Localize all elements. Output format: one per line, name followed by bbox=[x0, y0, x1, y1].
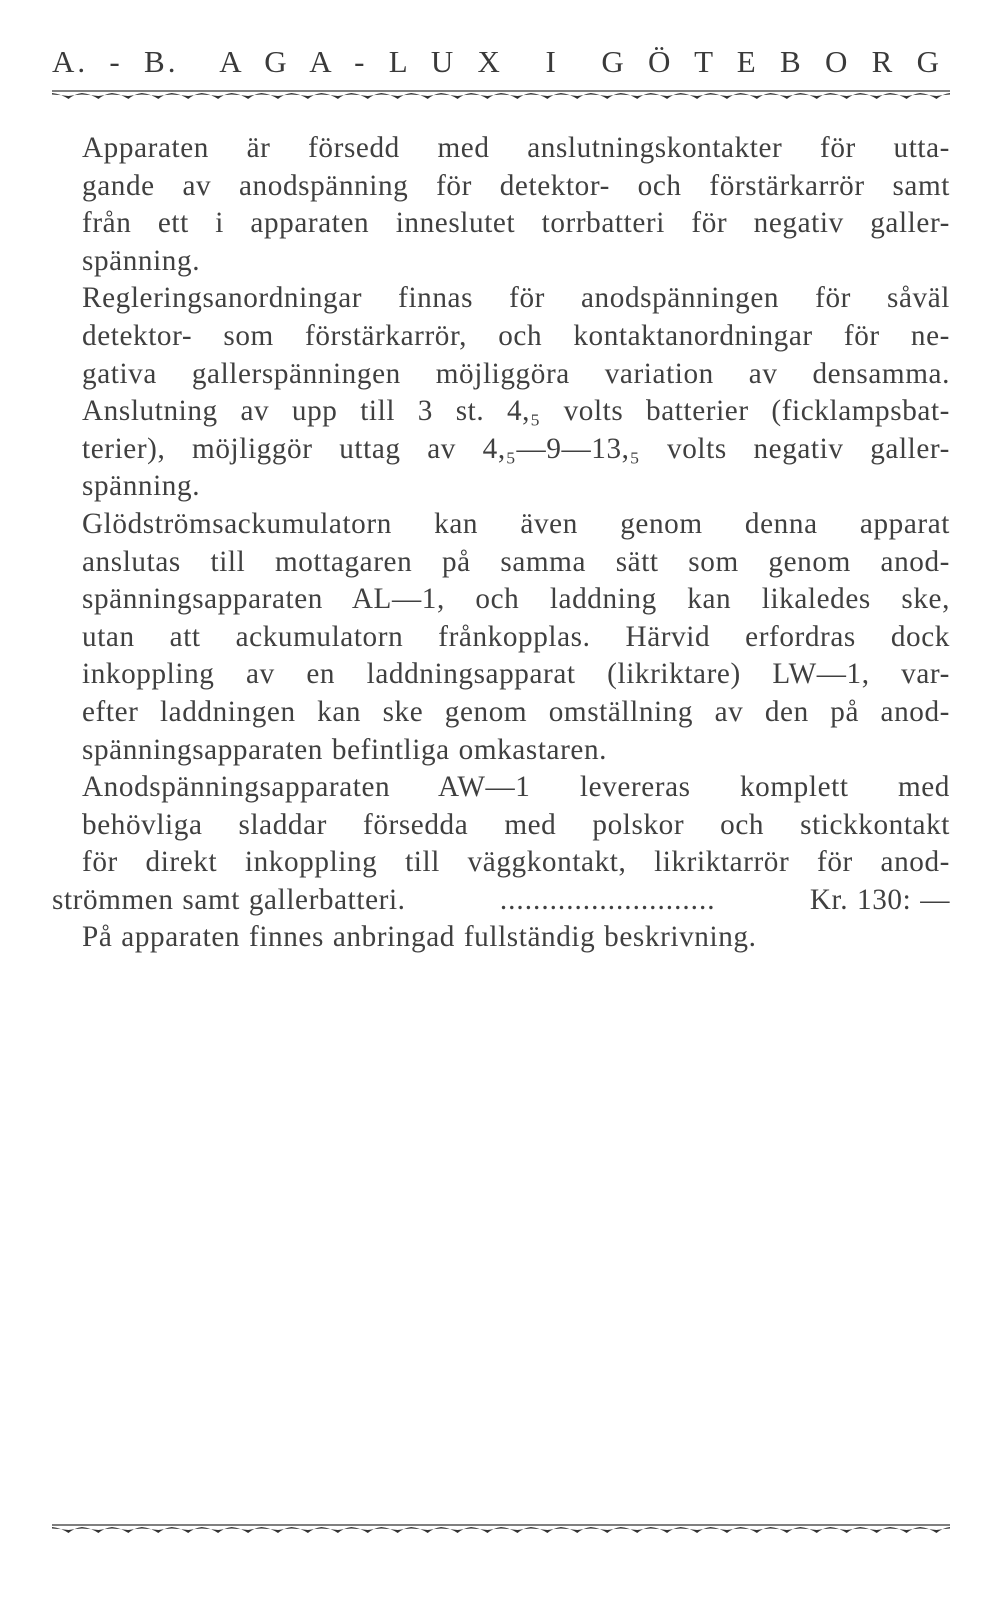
text-line: gativa gallerspänningen möjliggöra variation av densamma. bbox=[82, 357, 950, 390]
paragraph-1 bbox=[52, 130, 950, 280]
text-line: anslutas till mottagaren på samma sätt som genom anod- bbox=[82, 545, 950, 578]
text-line: terier), möjliggör uttag av 4,₅—9—13,₅ volts negativ galler- bbox=[82, 432, 950, 465]
price-line-text: strömmen samt gallerbatteri. bbox=[52, 883, 406, 916]
price-leader-dots: .......................... bbox=[499, 883, 716, 916]
paragraph-5 bbox=[52, 919, 950, 957]
body-text bbox=[52, 130, 950, 957]
price-line bbox=[52, 882, 950, 920]
price-value: Kr. 130: — bbox=[809, 883, 950, 916]
paragraph-3 bbox=[52, 506, 950, 769]
text-line: spänningsapparaten befintliga omkastaren. bbox=[82, 733, 608, 766]
text-line: spänningsapparaten AL—1, och laddning kan likaledes ske, bbox=[82, 583, 950, 616]
text-line: spänning. bbox=[82, 244, 201, 277]
text-line: från ett i apparaten inneslutet torrbatteri för negativ galler- bbox=[82, 207, 950, 240]
text-line: efter laddningen kan ske genom omställning av den på anod- bbox=[82, 695, 950, 728]
text-line: spänning. bbox=[82, 470, 201, 503]
text-line: gande av anodspänning för detektor- och förstärkarrör samt bbox=[82, 169, 950, 202]
paragraph-4 bbox=[52, 769, 950, 919]
text-line: På apparaten finnes anbringad fullständig beskrivning. bbox=[82, 921, 757, 954]
decorative-rule-bottom bbox=[52, 1523, 950, 1535]
page-header bbox=[52, 44, 942, 80]
text-line: för direkt inkoppling till väggkontakt, likriktarrör för anod- bbox=[82, 846, 950, 879]
text-line: Glödströmsackumulatorn kan även genom denna apparat bbox=[82, 507, 950, 540]
text-line: Anslutning av upp till 3 st. 4,₅ volts batterier (ficklampsbat- bbox=[82, 395, 950, 428]
paragraph-2 bbox=[52, 280, 950, 506]
text-line: Anodspänningsapparaten AW—1 levereras komplett med bbox=[82, 771, 950, 804]
text-line: utan att ackumulatorn frånkopplas. Härvid erfordras dock bbox=[82, 620, 950, 653]
text-line: inkoppling av en laddningsapparat (likriktare) LW—1, var- bbox=[82, 658, 950, 691]
decorative-rule-top bbox=[52, 89, 950, 101]
text-line: Regleringsanordningar finnas för anodspänningen för såväl bbox=[82, 282, 950, 315]
text-line: Apparaten är försedd med anslutningskontakter för utta- bbox=[82, 132, 950, 164]
text-line: behövliga sladdar försedda med polskor och stickkontakt bbox=[82, 808, 950, 841]
header-title: A. - B. A G A - L U X I G Ö T E B O R G bbox=[52, 44, 942, 79]
text-line: detektor- som förstärkarrör, och kontaktanordningar för ne- bbox=[82, 319, 950, 352]
